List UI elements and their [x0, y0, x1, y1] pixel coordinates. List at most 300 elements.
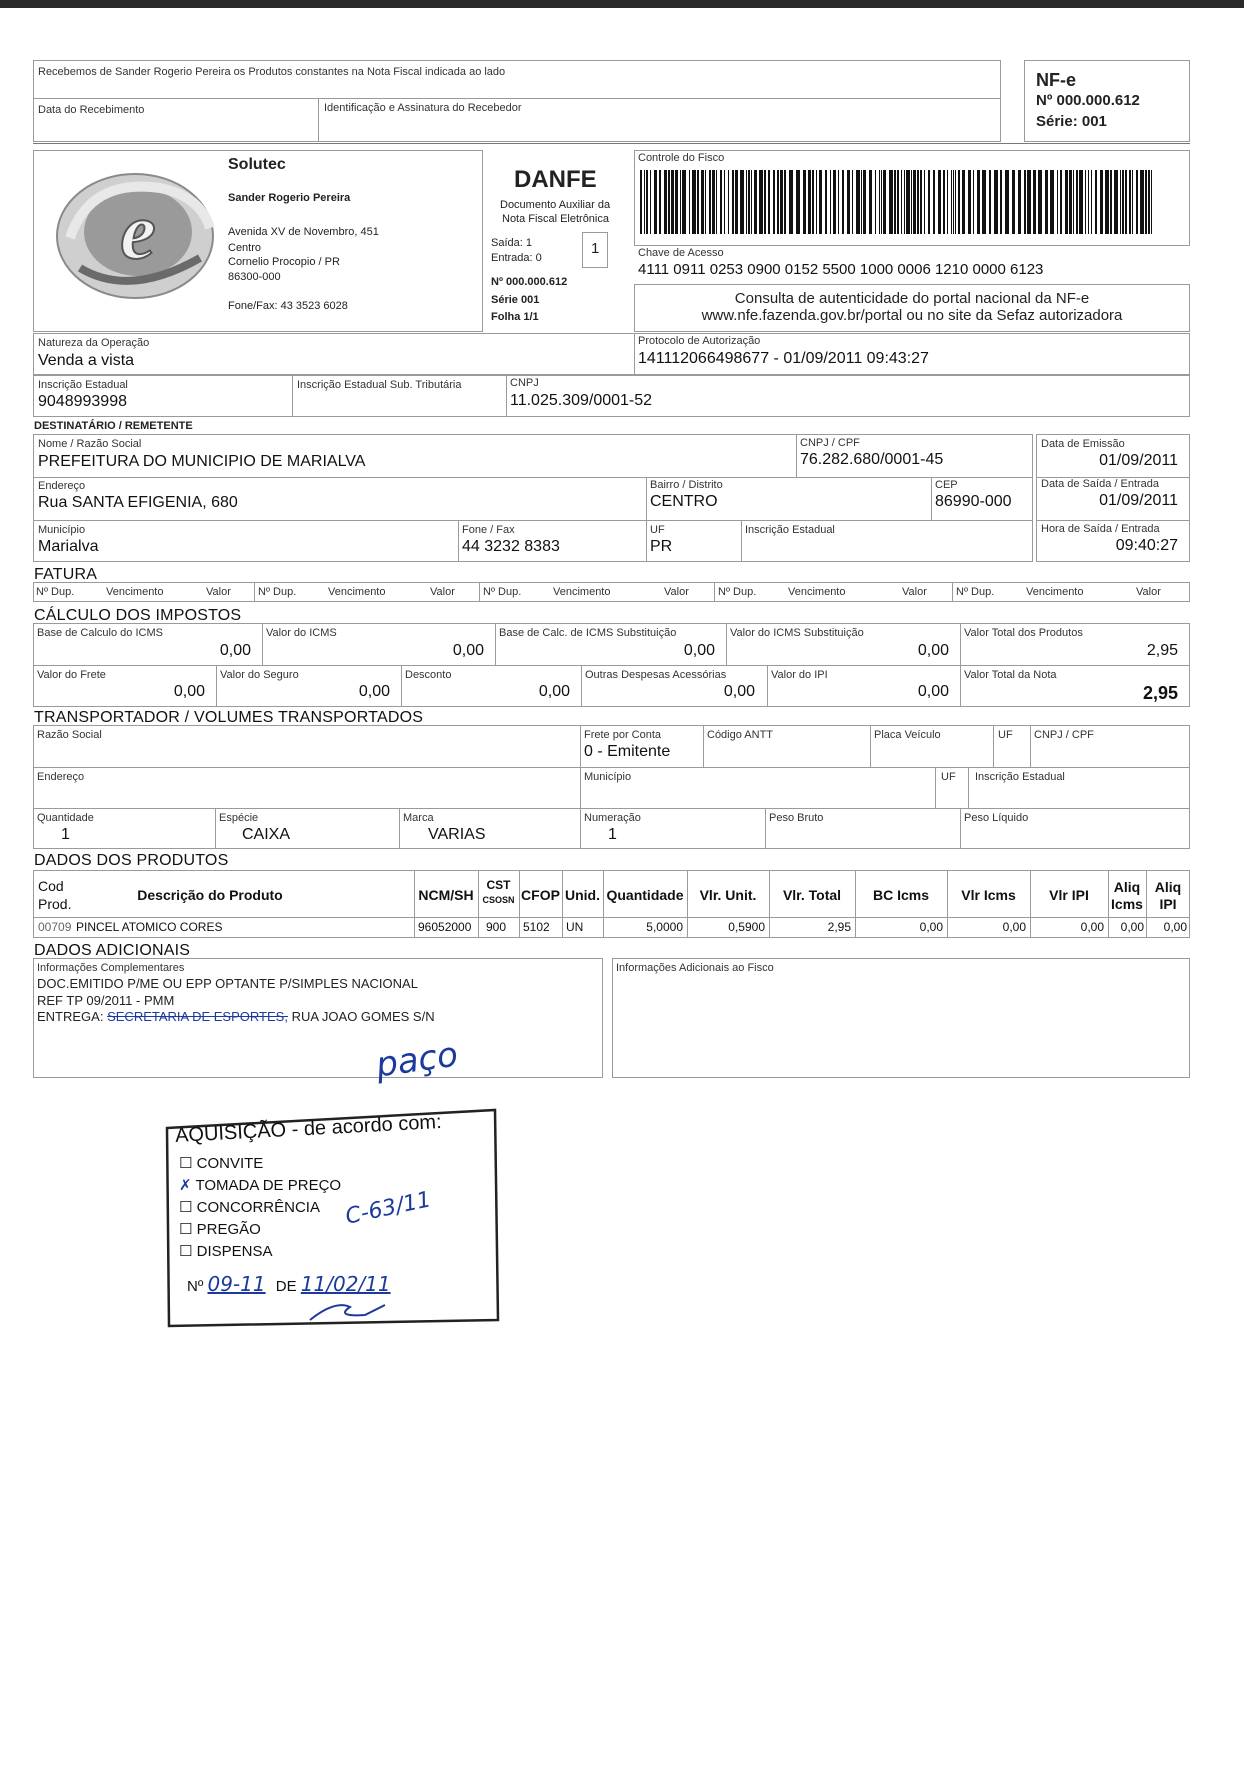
recipient-v-cep	[931, 477, 932, 520]
barcode-bar	[789, 170, 793, 234]
row-bc-icms: 0,00	[919, 920, 943, 934]
barcode-bar	[962, 170, 965, 234]
carrier-species-value: CAIXA	[242, 826, 291, 843]
barcode-bar	[692, 170, 696, 234]
row-vlr-icms: 0,00	[1002, 920, 1026, 934]
recipient-name: PREFEITURA DO MUNICIPIO DE MARIALVA	[38, 453, 366, 470]
carrier-uf-label: UF	[998, 729, 1013, 741]
total-value: 2,95	[1142, 683, 1178, 703]
danfe-subtitle1: Documento Auxiliar da	[500, 199, 611, 211]
products-header-divider	[33, 917, 1190, 918]
barcode-bar	[754, 170, 757, 234]
carrier-v-net	[960, 808, 961, 849]
barcode-bar	[856, 170, 860, 234]
invoice-dup-5: Nº Dup.	[956, 586, 995, 598]
recipient-section-title: DESTINATÁRIO / REMETENTE	[34, 420, 193, 432]
recipient-city-label: Município	[38, 524, 86, 536]
taxes-row	[33, 665, 1190, 666]
carrier-brand-value: VARIAS	[428, 826, 486, 843]
products-v-ncm	[414, 870, 415, 938]
emission-date: 01/09/2011	[1099, 452, 1178, 469]
carrier-address-label: Endereço	[37, 771, 85, 783]
invoice-value-5: Valor	[1136, 586, 1161, 598]
ipi-label: Valor do IPI	[771, 669, 828, 681]
barcode-bar	[943, 170, 945, 234]
row-cfop: 5102	[523, 920, 550, 934]
issuer-cnpj-value: 11.025.309/0001-52	[510, 392, 653, 409]
danfe-title: DANFE	[514, 166, 597, 193]
receipt-date-label: Data do Recebimento	[38, 104, 145, 116]
carrier-section-title: TRANSPORTADOR / VOLUMES TRANSPORTADOS	[34, 709, 424, 726]
issuer-address2: Centro	[228, 242, 262, 254]
barcode-bar	[664, 170, 667, 234]
nature-divider	[634, 333, 635, 375]
barcode-bar	[784, 170, 786, 234]
carrier-freight-label: Frete por Conta	[584, 729, 662, 741]
invoice-div2	[479, 582, 480, 602]
barcode-bar	[920, 170, 922, 234]
col-aliq-icms-1: Aliq	[1113, 879, 1141, 895]
other-expenses-value: 0,00	[723, 683, 755, 700]
stamp-number-line	[187, 1272, 391, 1296]
col-cfop: CFOP	[521, 887, 560, 903]
barcode-bar	[746, 170, 747, 234]
insurance-label: Valor do Seguro	[220, 669, 299, 681]
nfe-number: Nº 000.000.612	[1036, 92, 1140, 109]
recipient-address-label: Endereço	[38, 480, 86, 492]
barcode-bar	[953, 170, 954, 234]
barcode-bar	[847, 170, 850, 234]
barcode-bar	[1105, 170, 1109, 234]
barcode-bar	[917, 170, 919, 234]
barcode-bar	[1120, 170, 1121, 234]
recipient-cnpj: 76.282.680/0001-45	[800, 451, 944, 468]
danfe-entrada: Entrada: 0	[491, 252, 542, 264]
recipient-phone-label: Fone / Fax	[462, 524, 515, 536]
exit-label: Data de Saída / Entrada	[1041, 478, 1160, 490]
row-qty: 5,0000	[646, 920, 683, 934]
carrier-v-uf2	[935, 767, 936, 808]
total-label: Valor Total da Nota	[964, 669, 1057, 681]
danfe-type-value: 1	[591, 240, 600, 257]
time-label: Hora de Saída / Entrada	[1041, 523, 1160, 535]
ie-label: Inscrição Estadual	[38, 379, 128, 391]
row-unit-price: 0,5900	[728, 920, 765, 934]
barcode-bar	[720, 170, 722, 234]
danfe-number: Nº 000.000.612	[491, 276, 568, 288]
barcode-bar	[748, 170, 750, 234]
delivery-struck-text: SECRETARIA DE ESPORTES,	[107, 1009, 288, 1024]
recipient-ie-label: Inscrição Estadual	[745, 524, 835, 536]
receipt-vdivider	[318, 98, 319, 142]
complementary-label: Informações Complementares	[37, 962, 185, 974]
carrier-row1	[33, 767, 1190, 768]
recipient-cep-label: CEP	[935, 479, 958, 491]
signature	[305, 1295, 395, 1325]
recipient-address: Rua SANTA EFIGENIA, 680	[38, 494, 238, 511]
col-bc-icms: BC Icms	[872, 887, 930, 903]
barcode-bar	[1012, 170, 1015, 234]
invoice-due-3: Vencimento	[553, 586, 611, 598]
barcode-bar	[675, 170, 678, 234]
row-description: PINCEL ATOMICO CORES	[76, 920, 223, 934]
products-v-unit	[562, 870, 563, 938]
barcode-bar	[682, 170, 686, 234]
barcode-bar	[1065, 170, 1068, 234]
barcode-bar	[951, 170, 952, 234]
carrier-row2	[33, 808, 1190, 809]
invoice-dup-3: Nº Dup.	[483, 586, 522, 598]
products-v-cfop	[519, 870, 520, 938]
invoice-div4	[952, 582, 953, 602]
barcode-bar	[697, 170, 699, 234]
delivery-address: RUA JOAO GOMES S/N	[291, 1009, 435, 1024]
carrier-v-freight	[580, 725, 581, 849]
col-code-2: Prod.	[38, 896, 72, 912]
issuer-address1: Avenida XV de Novembro, 451	[228, 226, 379, 238]
barcode-bar	[1038, 170, 1042, 234]
carrier-brand-label: Marca	[403, 812, 434, 824]
icms-value: 0,00	[452, 642, 484, 659]
access-key-label: Chave de Acesso	[638, 247, 724, 259]
danfe-saida: Saída: 1	[491, 237, 532, 249]
complementary-line3	[37, 1009, 435, 1024]
base-icms-label: Base de Calculo do ICMS	[37, 627, 163, 639]
complementary-line1: DOC.EMITIDO P/ME OU EPP OPTANTE P/SIMPLES NACIONAL	[37, 976, 418, 991]
barcode-bar	[735, 170, 738, 234]
recipient-cep: 86990-000	[935, 493, 1012, 510]
discount-value: 0,00	[538, 683, 570, 700]
ie-st-label: Inscrição Estadual Sub. Tributária	[297, 379, 462, 391]
col-unit: Unid.	[565, 887, 600, 903]
receipt-signature-label: Identificação e Assinatura do Recebedor	[324, 102, 522, 114]
carrier-v-antt	[703, 725, 704, 767]
barcode-bar	[911, 170, 912, 234]
barcode-bar	[724, 170, 725, 234]
col-ncm: NCM/SH	[418, 887, 474, 903]
barcode-bar	[1132, 170, 1133, 234]
barcode-bar	[863, 170, 866, 234]
carrier-uf2-label: UF	[941, 771, 956, 783]
barcode-bar	[904, 170, 905, 234]
invoice-div3	[714, 582, 715, 602]
carrier-v-species	[215, 808, 216, 849]
barcode-bar	[933, 170, 935, 234]
base-icms-value: 0,00	[219, 642, 251, 659]
barcode-bar	[897, 170, 899, 234]
barcode-bar	[701, 170, 704, 234]
stamp-number-prefix: Nº	[187, 1278, 204, 1295]
barcode-bar	[689, 170, 690, 234]
barcode-bar	[1085, 170, 1086, 234]
consult-line2: www.nfe.fazenda.gov.br/portal ou no site da Sefaz autorizadora	[701, 307, 1123, 324]
fisco-info-box	[612, 958, 1190, 1078]
scan-top-border	[0, 0, 1244, 8]
col-cst-2: CSOSN	[482, 895, 515, 905]
barcode-bar	[1073, 170, 1074, 234]
issuer-cnpj-label: CNPJ	[510, 377, 539, 389]
barcode-bar	[780, 170, 783, 234]
barcode-bar	[1148, 170, 1150, 234]
carrier-v-ie	[968, 767, 969, 808]
barcode-bar	[906, 170, 910, 234]
barcode-bar	[938, 170, 941, 234]
recipient-v-uf	[741, 520, 742, 562]
carrier-city-label: Município	[584, 771, 632, 783]
icms-st-label: Valor do ICMS Substituição	[730, 627, 864, 639]
nature-label: Natureza da Operação	[38, 337, 150, 349]
exit-time: 09:40:27	[1115, 537, 1178, 554]
col-qty: Quantidade	[606, 887, 684, 903]
freight-label: Valor do Frete	[37, 669, 106, 681]
barcode-bar	[816, 170, 817, 234]
invoice-dup-4: Nº Dup.	[718, 586, 757, 598]
row-code: 00709	[38, 920, 72, 934]
barcode-bar	[894, 170, 896, 234]
delivery-prefix: ENTREGA:	[37, 1009, 104, 1024]
barcode-bar	[1122, 170, 1124, 234]
nfe-series: Série: 001	[1036, 113, 1107, 130]
barcode-bar	[659, 170, 661, 234]
barcode-bar	[671, 170, 674, 234]
barcode-bar	[913, 170, 916, 234]
protocol-value: 141112066498677 - 01/09/2011 09:43:27	[638, 350, 929, 367]
stamp-option-dispensa-label: DISPENSA	[196, 1243, 273, 1260]
barcode-bar	[1057, 170, 1058, 234]
carrier-gross-label: Peso Bruto	[769, 812, 824, 824]
exit-date: 01/09/2011	[1099, 492, 1178, 509]
base-st-value: 0,00	[683, 642, 715, 659]
barcode-bar	[1091, 170, 1092, 234]
barcode-bar	[1095, 170, 1097, 234]
barcode-bar	[1069, 170, 1072, 234]
barcode-bar	[644, 170, 645, 234]
col-unit-price: Vlr. Unit.	[699, 887, 757, 903]
stamp-date: 11/02/11	[300, 1272, 391, 1296]
invoice-due-5: Vencimento	[1026, 586, 1084, 598]
carrier-name-label: Razão Social	[37, 729, 102, 741]
recipient-uf-label: UF	[650, 524, 665, 536]
recipient-row1	[33, 477, 1033, 478]
stamp-option-convite: ☐ CONVITE	[179, 1155, 264, 1172]
barcode-bar	[712, 170, 715, 234]
barcode-bar	[1136, 170, 1138, 234]
barcode-bar	[881, 170, 882, 234]
products-total-label: Valor Total dos Produtos	[964, 627, 1083, 639]
barcode-bar	[1018, 170, 1021, 234]
recipient-name-label: Nome / Razão Social	[38, 438, 142, 450]
fisco-divider	[634, 245, 1190, 246]
danfe-series: Série 001	[491, 294, 540, 306]
invoice-dup-2: Nº Dup.	[258, 586, 297, 598]
barcode-bar	[1129, 170, 1131, 234]
barcode-bar	[958, 170, 960, 234]
col-aliq-icms-2: Icms	[1111, 896, 1143, 912]
barcode-bar	[875, 170, 876, 234]
barcode-bar	[1088, 170, 1089, 234]
barcode-bar	[640, 170, 642, 234]
discount-label: Desconto	[405, 669, 452, 681]
check-icon: ✗	[179, 1177, 192, 1194]
barcode-bar	[838, 170, 839, 234]
barcode-bar	[654, 170, 657, 234]
nfe-title: NF-e	[1036, 70, 1076, 90]
recipient-district-label: Bairro / Distrito	[650, 479, 723, 491]
invoice-value-2: Valor	[430, 586, 455, 598]
col-aliq-ipi-2: IPI	[1159, 896, 1177, 912]
recipient-cnpj-label: CNPJ / CPF	[800, 437, 860, 449]
danfe-subtitle2: Nota Fiscal Eletrônica	[502, 213, 609, 225]
carrier-qty-value: 1	[61, 826, 70, 843]
carrier-numbering-value: 1	[608, 826, 617, 843]
barcode-bar	[901, 170, 902, 234]
barcode-bar	[830, 170, 831, 234]
col-aliq-ipi-1: Aliq	[1154, 879, 1182, 895]
carrier-v-brand	[399, 808, 400, 849]
barcode-bar	[768, 170, 770, 234]
stamp-de: DE	[275, 1278, 297, 1295]
invoice-value-3: Valor	[664, 586, 689, 598]
barcode-bar	[1125, 170, 1127, 234]
barcode-bar	[861, 170, 862, 234]
barcode-bar	[1100, 170, 1103, 234]
recipient-v-cnpj	[796, 434, 797, 477]
stamp-option-tomada	[179, 1176, 341, 1194]
barcode-bar	[764, 170, 766, 234]
carrier-v-uf	[993, 725, 994, 767]
nature-value: Venda a vista	[38, 352, 135, 369]
barcode-bar	[889, 170, 893, 234]
carrier-freight-value: 0 - Emitente	[584, 743, 671, 760]
receipt-divider	[33, 98, 1001, 99]
barcode-bar	[989, 170, 991, 234]
barcode-bar	[1000, 170, 1002, 234]
carrier-antt-label: Código ANTT	[707, 729, 774, 741]
barcode-bar	[751, 170, 752, 234]
row-cst: 900	[486, 920, 507, 934]
recipient-v-district	[646, 477, 647, 562]
row-vlr-ipi: 0,00	[1080, 920, 1104, 934]
barcode-bar	[973, 170, 974, 234]
col-vlr-icms: Vlr Icms	[961, 887, 1016, 903]
stamp-option-concorrencia: ☐ CONCORRÊNCIA	[179, 1199, 320, 1216]
barcode-bar	[928, 170, 930, 234]
carrier-v-cnpj	[1030, 725, 1031, 767]
carrier-plate-label: Placa Veículo	[874, 729, 941, 741]
barcode-bar	[852, 170, 853, 234]
col-code-1: Cod	[38, 878, 64, 894]
barcode-bar	[808, 170, 811, 234]
invoice-dup-1: Nº Dup.	[36, 586, 75, 598]
row-ncm: 96052000	[418, 920, 472, 934]
freight-value: 0,00	[173, 683, 205, 700]
barcode-bar	[1151, 170, 1152, 234]
stamp-reference: C-63/11	[343, 1187, 434, 1230]
carrier-cnpj-label: CNPJ / CPF	[1034, 729, 1094, 741]
other-expenses-label: Outras Despesas Acessórias	[585, 669, 727, 681]
barcode-bar	[732, 170, 734, 234]
recipient-uf: PR	[650, 538, 673, 555]
barcode-bar	[1076, 170, 1078, 234]
invoice-due-4: Vencimento	[788, 586, 846, 598]
stamp-option-pregao-label: PREGÃO	[196, 1221, 261, 1238]
stamp-option-dispensa: ☐ DISPENSA	[179, 1243, 273, 1260]
barcode-bar	[825, 170, 827, 234]
products-total-value: 2,95	[1146, 642, 1178, 659]
issuer-phone: Fone/Fax: 43 3523 6028	[228, 300, 348, 312]
barcode-bar	[1145, 170, 1147, 234]
barcode-bar	[650, 170, 651, 234]
barcode-bar	[833, 170, 836, 234]
barcode-bar	[1027, 170, 1031, 234]
row-aliq-icms: 0,00	[1120, 920, 1144, 934]
carrier-ie-label: Inscrição Estadual	[975, 771, 1065, 783]
icms-label: Valor do ICMS	[266, 627, 337, 639]
row-aliq-ipi: 0,00	[1163, 920, 1187, 934]
invoice-div1	[254, 582, 255, 602]
barcode-bar	[709, 170, 711, 234]
barcode-bar	[1050, 170, 1054, 234]
danfe-folha: Folha 1/1	[491, 311, 539, 323]
additional-section-title: DADOS ADICIONAIS	[34, 942, 191, 959]
barcode	[640, 170, 1152, 234]
taxes-section-title: CÁLCULO DOS IMPOSTOS	[34, 607, 242, 624]
dates-row2	[1036, 520, 1190, 521]
registration-divider2	[506, 375, 507, 417]
barcode-bar	[955, 170, 956, 234]
barcode-bar	[879, 170, 880, 234]
barcode-bar	[1005, 170, 1009, 234]
col-total: Vlr. Total	[782, 887, 842, 903]
barcode-bar	[646, 170, 648, 234]
barcode-bar	[1024, 170, 1026, 234]
carrier-numbering-label: Numeração	[584, 812, 641, 824]
carrier-net-label: Peso Líquido	[964, 812, 1029, 824]
nature-box	[33, 333, 1190, 375]
nfe-logo-icon	[50, 158, 220, 308]
receipt-statement: Recebemos de Sander Rogerio Pereira os Produtos constantes na Nota Fiscal indicada ao lado	[38, 66, 506, 78]
cut-line	[33, 143, 1190, 144]
barcode-bar	[777, 170, 779, 234]
row-total: 2,95	[827, 920, 851, 934]
barcode-bar	[773, 170, 775, 234]
barcode-bar	[803, 170, 806, 234]
carrier-species-label: Espécie	[219, 812, 259, 824]
stamp-option-tomada-label: TOMADA DE PREÇO	[195, 1177, 342, 1194]
insurance-value: 0,00	[358, 683, 390, 700]
complementary-line2: REF TP 09/2011 - PMM	[37, 993, 175, 1008]
issuer-cep: 86300-000	[228, 271, 281, 283]
issuer-person: Sander Rogerio Pereira	[228, 192, 351, 204]
stamp-option-concorrencia-label: CONCORRÊNCIA	[196, 1199, 320, 1216]
barcode-bar	[740, 170, 744, 234]
barcode-bar	[1110, 170, 1112, 234]
barcode-bar	[668, 170, 670, 234]
barcode-bar	[1140, 170, 1144, 234]
barcode-bar	[994, 170, 998, 234]
issuer-city: Cornelio Procopio / PR	[228, 256, 340, 268]
carrier-v-gross	[765, 808, 766, 849]
barcode-bar	[705, 170, 706, 234]
barcode-bar	[947, 170, 948, 234]
fisco-control-label: Controle do Fisco	[638, 152, 725, 164]
invoice-due-2: Vencimento	[328, 586, 386, 598]
barcode-bar	[924, 170, 925, 234]
products-section-title: DADOS DOS PRODUTOS	[34, 852, 229, 869]
barcode-bar	[968, 170, 971, 234]
ie-value: 9048993998	[38, 393, 127, 410]
carrier-qty-label: Quantidade	[37, 812, 94, 824]
